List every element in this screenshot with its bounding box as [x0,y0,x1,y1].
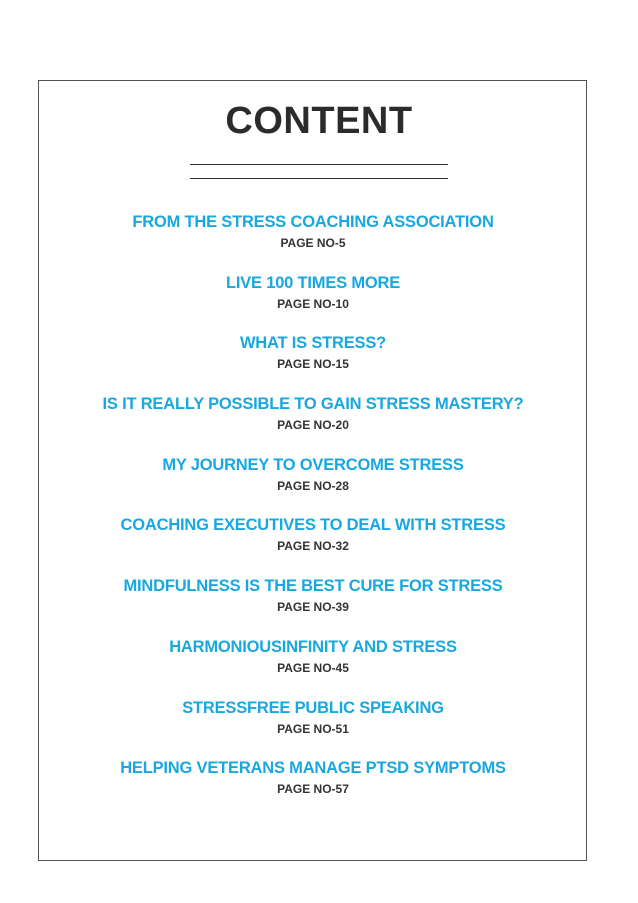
toc-entry-page: PAGE NO-51 [277,721,349,736]
page-title: CONTENT [225,100,413,142]
toc-entry[interactable] [0,513,626,574]
toc-entry-page: PAGE NO-10 [277,296,349,311]
toc-entry-page: PAGE NO-20 [277,418,349,433]
toc-entry[interactable] [0,756,626,817]
toc-entry-title[interactable]: MINDFULNESS IS THE BEST CURE FOR STRESS [123,577,503,596]
toc-entry-title[interactable]: WHAT IS STRESS? [239,334,387,353]
toc-entry[interactable] [0,453,626,514]
toc-entry-title[interactable]: HELPING VETERANS MANAGE PTSD SYMPTOMS [120,759,506,778]
toc-entry-title[interactable]: HARMONIOUSINFINITY AND STRESS [169,637,457,656]
toc-entry[interactable] [0,331,626,392]
toc-entry-page: PAGE NO-5 [280,236,346,250]
toc-entry[interactable] [0,635,626,696]
toc-entry-page: PAGE NO-57 [277,782,349,797]
toc-entry-title[interactable]: MY JOURNEY TO OVERCOME STRESS [162,455,464,474]
toc-entry-page: PAGE NO-32 [277,539,349,554]
title-divider-bottom [190,178,448,179]
table-of-contents [0,210,626,817]
toc-entry-page: PAGE NO-39 [277,600,349,615]
toc-entry-title[interactable]: COACHING EXECUTIVES TO DEAL WITH STRESS [120,516,506,535]
toc-entry[interactable] [0,271,626,332]
toc-entry-title[interactable]: FROM THE STRESS COACHING ASSOCIATION [132,213,494,231]
toc-entry-page: PAGE NO-45 [277,660,349,675]
title-divider-top [190,164,448,165]
toc-entry-title[interactable]: IS IT REALLY POSSIBLE TO GAIN STRESS MASTERY? [102,395,524,414]
toc-entry-page: PAGE NO-28 [277,478,349,493]
toc-entry-title[interactable]: LIVE 100 TIMES MORE [225,273,401,292]
toc-entry[interactable] [0,574,626,635]
toc-entry[interactable] [0,210,626,271]
toc-entry[interactable] [0,696,626,757]
toc-entry-page: PAGE NO-15 [277,357,349,372]
toc-entry-title[interactable]: STRESSFREE PUBLIC SPEAKING [182,698,444,717]
toc-entry[interactable] [0,392,626,453]
